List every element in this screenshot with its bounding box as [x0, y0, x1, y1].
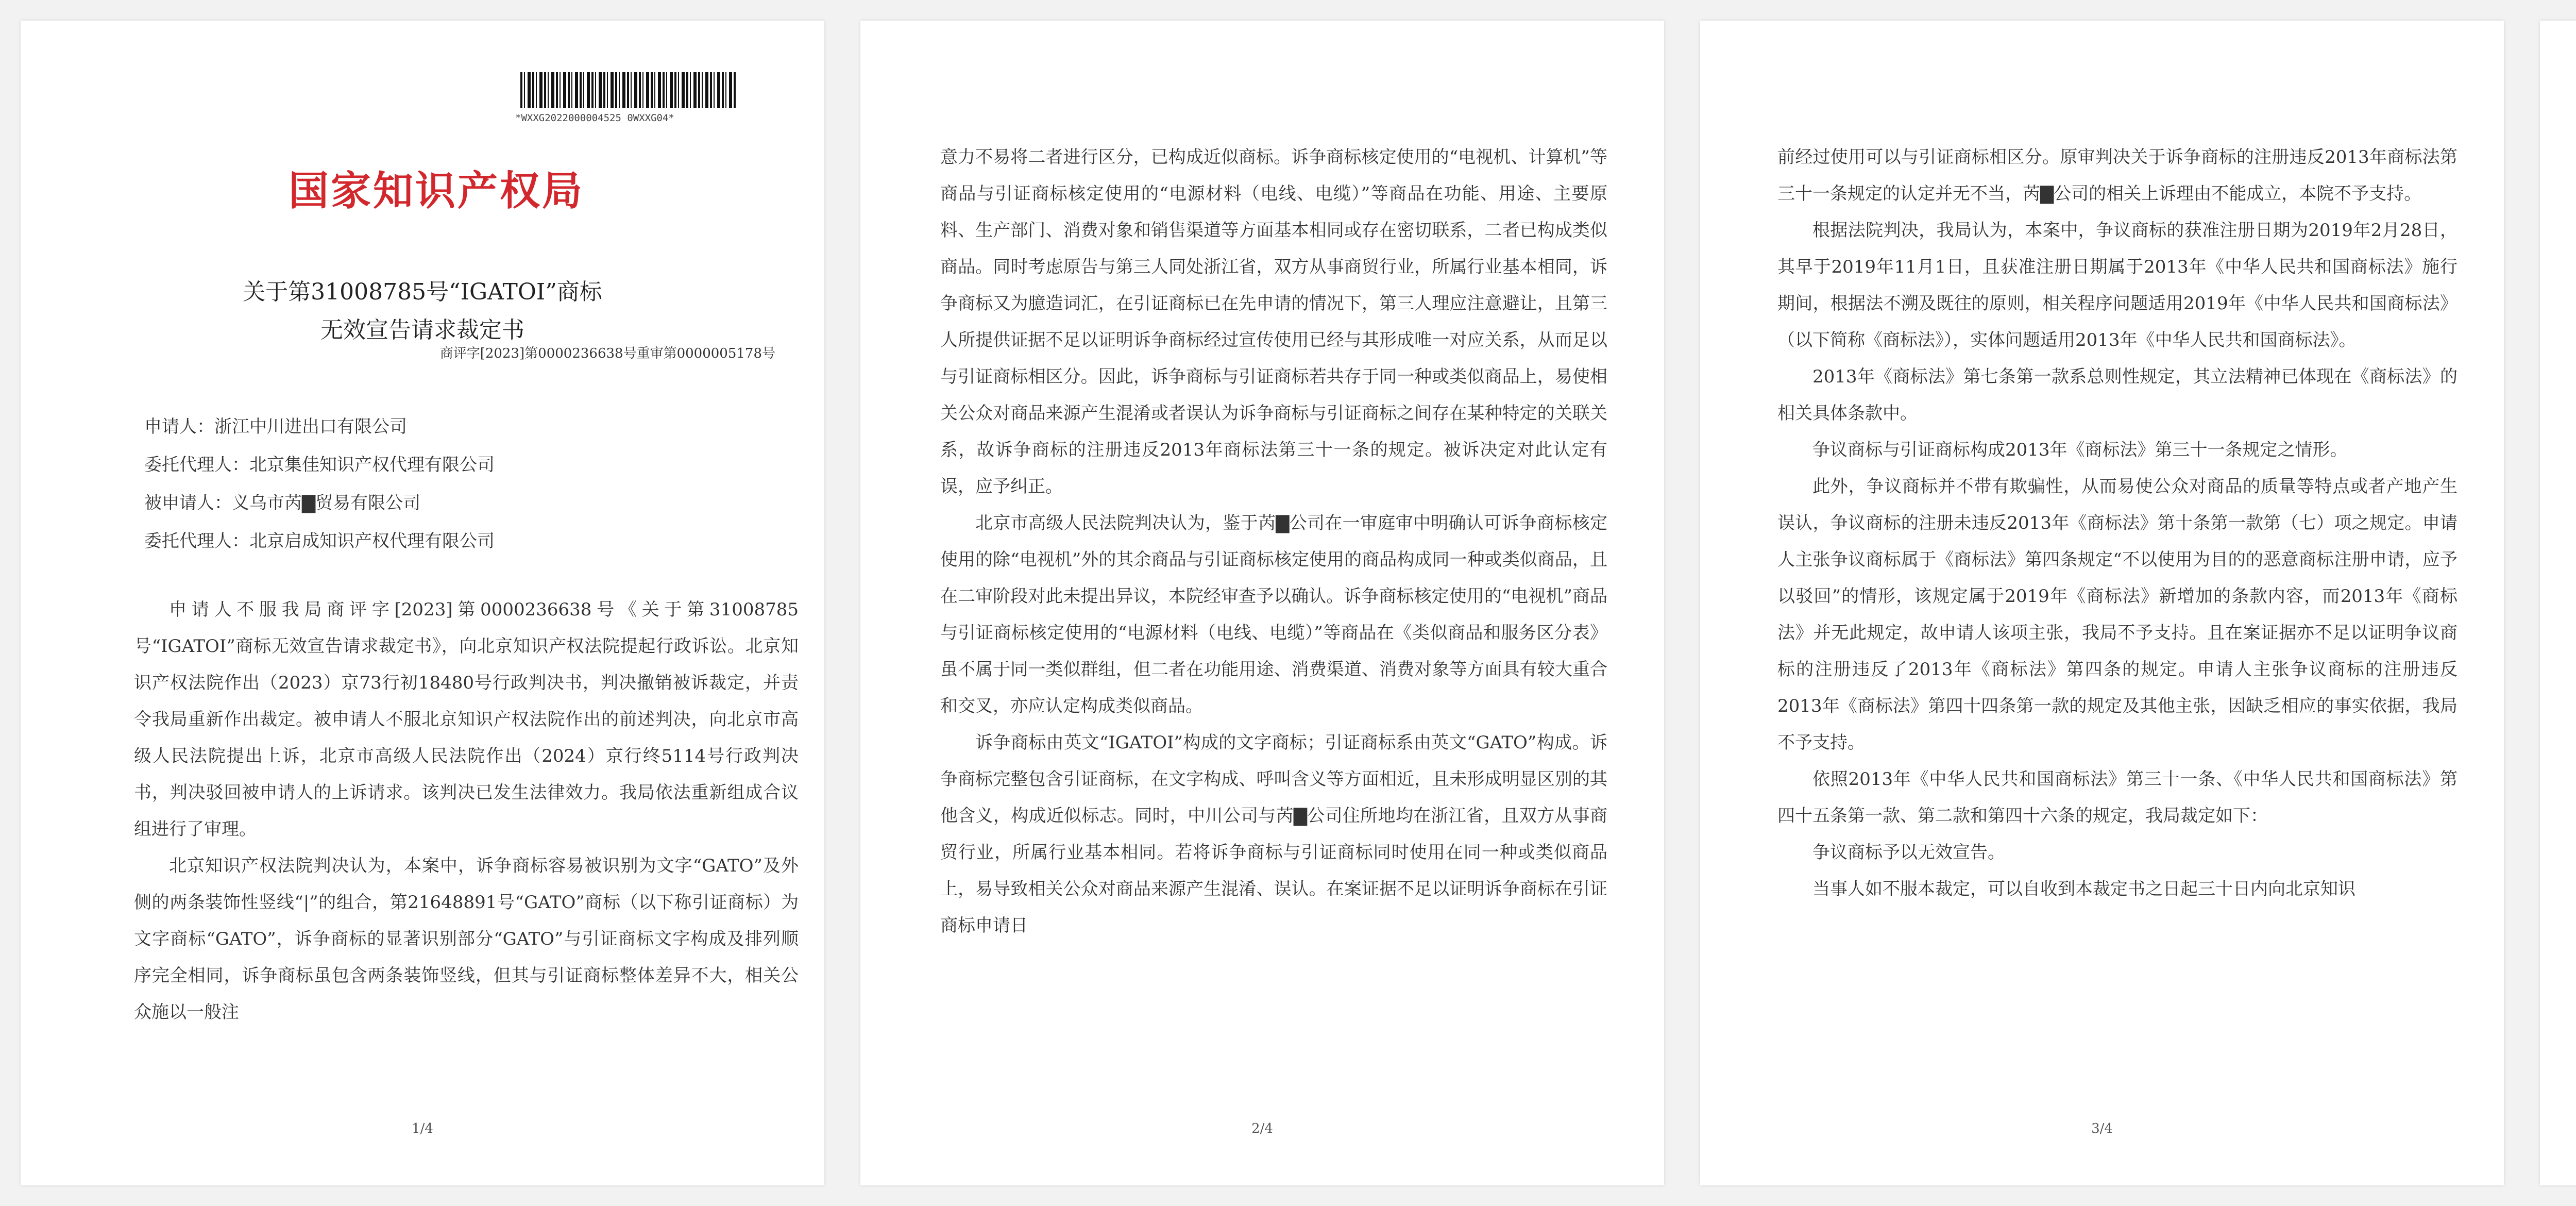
paragraph: 争议商标与引证商标构成2013年《商标法》第三十一条规定之情形。: [1812, 440, 2348, 460]
document-title: [21, 273, 824, 349]
body-text: [134, 592, 799, 1031]
party-respondent: 被申请人：义乌市芮▇贸易有限公司: [144, 493, 421, 513]
paragraph: 当事人如不服本裁定，可以自收到本裁定书之日起三十日内向北京知识: [1812, 879, 2355, 899]
paragraph: 北京知识产权法院判决认为，本案中，诉争商标容易被识别为文字“GATO”及外侧的两条装饰性竖线“|”的组合，第21648891号“GATO”商标（以下称引证商标）为文字商标“GATO”，诉争商标的显著识别部分“GATO”与引证商标文字构成及排列顺序完全相同，诉争商标虽包含两条装饰竖线，但其与引证商标整体差异不大，相关公众施以一般注: [134, 856, 799, 1023]
page-number: 3/4: [2091, 1121, 2113, 1136]
reference-number: 商评字[2023]第0000236638号重审第0000005178号: [439, 346, 775, 361]
document-page-3: [1700, 21, 2504, 1185]
paragraph: 前经过使用可以与引证商标相区分。原审判决关于诉争商标的注册违反2013年商标法第三十一条规定的认定并无不当，芮▇公司的相关上诉理由不能成立，本院不予支持。: [1777, 147, 2458, 204]
barcode: [520, 72, 737, 108]
paragraph: 争议商标予以无效宣告。: [1812, 842, 2005, 863]
paragraph: 北京市高级人民法院判决认为，鉴于芮▇公司在一审庭审中明确认可诉争商标核定使用的除“电视机”外的其余商品与引证商标核定使用的商品构成同一种或类似商品，且在二审阶段对此未提出异议，本院经审查予以确认。诉争商标核定使用的“电视机”商品与引证商标核定使用的“电源材料（电线、电缆）”等商品在《类似商品和服务区分表》虽不属于同一类似群组，但二者在功能用途、消费渠道、消费对象等方面具有较大重合和交叉，亦应认定构成类似商品。: [940, 513, 1607, 716]
paragraph: 2013年《商标法》第七条第一款系总则性规定，其立法精神已体现在《商标法》的相关具体条款中。: [1777, 366, 2458, 424]
paragraph: 申请人不服我局商评字[2023]第0000236638号《关于第31008785号“IGATOI”商标无效宣告请求裁定书》，向北京知识产权法院提起行政诉讼。北京知识产权法院作出（2023）京73行初18480号行政判决书，判决撤销被诉裁定，并责令我局重新作出裁定。被申请人不服北京知识产权法院作出的前述判决，向北京市高级人民法院提出上诉，北京市高级人民法院作出（2024）京行终5114号行政判决书，判决驳回被申请人的上诉请求。该判决已发生法律效力。我局依法重新组成合议组进行了审理。: [134, 599, 799, 840]
page-number: 1/4: [412, 1121, 433, 1136]
paragraph: 根据法院判决，我局认为，本案中，争议商标的获准注册日期为2019年2月28日，其早于2019年11月1日，且获准注册日期属于2013年《中华人民共和国商标法》施行期间，根据法不溯及既往的原则，相关程序问题适用2019年《中华人民共和国商标法》（以下简称《商标法》），实体问题适用2013年《中华人民共和国商标法》。: [1777, 220, 2458, 350]
page-number: 2/4: [1251, 1121, 1273, 1136]
page-number: [2540, 1121, 2576, 1136]
paragraph: 依照2013年《中华人民共和国商标法》第三十一条、《中华人民共和国商标法》第四十五条第一款、第二款和第四十六条的规定，我局裁定如下：: [1777, 769, 2458, 826]
paragraph: 此外，争议商标并不带有欺骗性，从而易使公众对商品的质量等特点或者产地产生误认，争议商标的注册未违反2013年《商标法》第十条第一款第（七）项之规定。申请人主张争议商标属于《商标法》第四条规定“不以使用为目的的恶意商标注册申请，应予以驳回”的情形，该规定属于2019年《商标法》新增加的条款内容，而2013年《商标法》并无此规定，故申请人该项主张，我局不予支持。且在案证据亦不足以证明争议商标的注册违反了2013年《商标法》第四条的规定。申请人主张争议商标的注册违反2013年《商标法》第四十四条第一款的规定及其他主张，因缺乏相应的事实依据，我局不予支持。: [1777, 476, 2458, 753]
title-line-2: 无效宣告请求裁定书: [320, 317, 524, 343]
paragraph: 意力不易将二者进行区分，已构成近似商标。诉争商标核定使用的“电视机、计算机”等商品与引证商标核定使用的“电源材料（电线、电缆）”等商品在功能、用途、主要原料、生产部门、消费对象和销售渠道等方面基本相同或存在密切联系，二者已构成类似商品。同时考虑原告与第三人同处浙江省，双方从事商贸行业，所属行业基本相同，诉争商标又为臆造词汇，在引证商标已在先申请的情况下，第三人理应注意避让，且第三人所提供证据不足以证明诉争商标经过宣传使用已经与其形成唯一对应关系，从而足以与引证商标相区分。因此，诉争商标与引证商标若共存于同一种或类似商品上，易使相关公众对商品来源产生混淆或者误认为诉争商标与引证商标之间存在某种特定的关联关系，故诉争商标的注册违反2013年商标法第三十一条的规定。被诉决定对此认定有误，应予纠正。: [940, 147, 1607, 497]
body-text: [940, 139, 1607, 944]
document-page-4: [2540, 21, 2576, 1185]
document-page-2: [860, 21, 1664, 1185]
party-respondent-agent: 委托代理人：北京启成知识产权代理有限公司: [144, 531, 495, 551]
agency-name: 国家知识产权局: [289, 168, 585, 214]
title-line-1: 关于第31008785号“IGATOI”商标: [243, 279, 602, 305]
party-applicant-agent: 委托代理人：北京集佳知识产权代理有限公司: [144, 455, 495, 475]
body-text: [1777, 139, 2458, 908]
document-page-1: [21, 21, 824, 1185]
party-applicant: 申请人：浙江中川进出口有限公司: [144, 416, 407, 437]
barcode-text: *WXXG2022000004525 0WXXG04*: [515, 112, 674, 124]
paragraph: 诉争商标由英文“IGATOI”构成的文字商标；引证商标系由英文“GATO”构成。诉争商标完整包含引证商标，在文字构成、呼叫含义等方面相近，且未形成明显区别的其他含义，构成近似标志。同时，中川公司与芮▇公司住所地均在浙江省，且双方从事商贸行业，所属行业基本相同。若将诉争商标与引证商标同时使用在同一种或类似商品上，易导致相关公众对商品来源产生混淆、误认。在案证据不足以证明诉争商标在引证商标申请日: [940, 732, 1607, 936]
